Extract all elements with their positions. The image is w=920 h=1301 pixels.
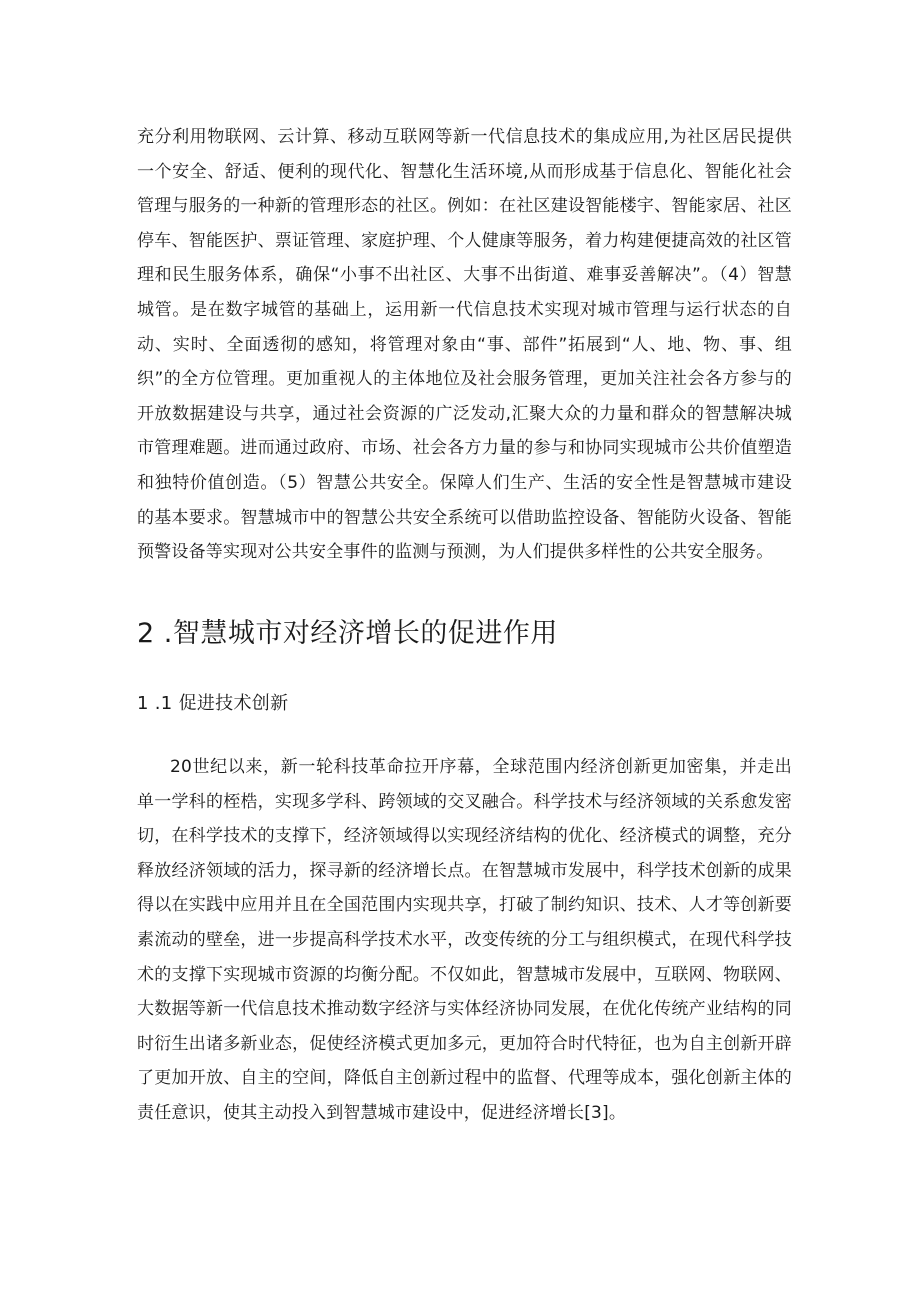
- subsection-heading: 1 .1 促进技术创新: [137, 693, 289, 714]
- body-paragraph: 充分利用物联网、云计算、移动互联网等新一代信息技术的集成应用,为社区居民提供一个安全、舒适、便利的现代化、智慧化生活环境,从而形成基于信息化、智能化社会管理与服务的一种新的管理形态的社区。例如：在社区建设智能楼宇、智能家居、社区停车、智能医护、票证管理、家庭护理、个人健康等服务，着力构建便捷高效的社区管理和民生服务体系，确保“小事不出社区、大事不出街道、难事妥善解决”。（4）智慧城管。是在数字城管的基础上，运用新一代信息技术实现对城市管理与运行状态的自动、实时、全面透彻的感知，将管理对象由“事、部件”拓展到“人、地、物、事、组织”的全方位管理。更加重视人的主体地位及社会服务管理，更加关注社会各方参与的开放数据建设与共享，通过社会资源的广泛发动,汇聚大众的力量和群众的智慧解决城市管理难题。进而通过政府、市场、社会各方力量的参与和协同实现城市公共价值塑造和独特价值创造。（5）智慧公共安全。保障人们生产、生活的安全性是智慧城市建设的基本要求。智慧城市中的智慧公共安全系统可以借助监控设备、智能防火设备、智能预警设备等实现对公共安全事件的监测与预测，为人们提供多样性的公共安全服务。: [137, 127, 792, 563]
- section-heading: 2 .智慧城市对经济增长的促进作用: [137, 618, 558, 649]
- body-paragraph: 20世纪以来，新一轮科技革命拉开序幕，全球范围内经济创新更加密集，并走出单一学科的桎梏，实现多学科、跨领域的交叉融合。科学技术与经济领域的关系愈发密切，在科学技术的支撑下，经济领域得以实现经济结构的优化、经济模式的调整，充分释放经济领域的活力，探寻新的经济增长点。在智慧城市发展中，科学技术创新的成果得以在实践中应用并且在全国范围内实现共享，打破了制约知识、技术、人才等创新要素流动的壁垒，进一步提高科学技术水平，改变传统的分工与组织模式，在现代科学技术的支撑下实现城市资源的均衡分配。不仅如此，智慧城市发展中，互联网、物联网、大数据等新一代信息技术推动数字经济与实体经济协同发展，在优化传统产业结构的同时衍生出诸多新业态，促使经济模式更加多元，更加符合时代特征，也为自主创新开辟了更加开放、自主的空间，降低自主创新过程中的监督、代理等成本，强化创新主体的责任意识，使其主动投入到智慧城市建设中，促进经济增长[3]。: [137, 757, 792, 1123]
